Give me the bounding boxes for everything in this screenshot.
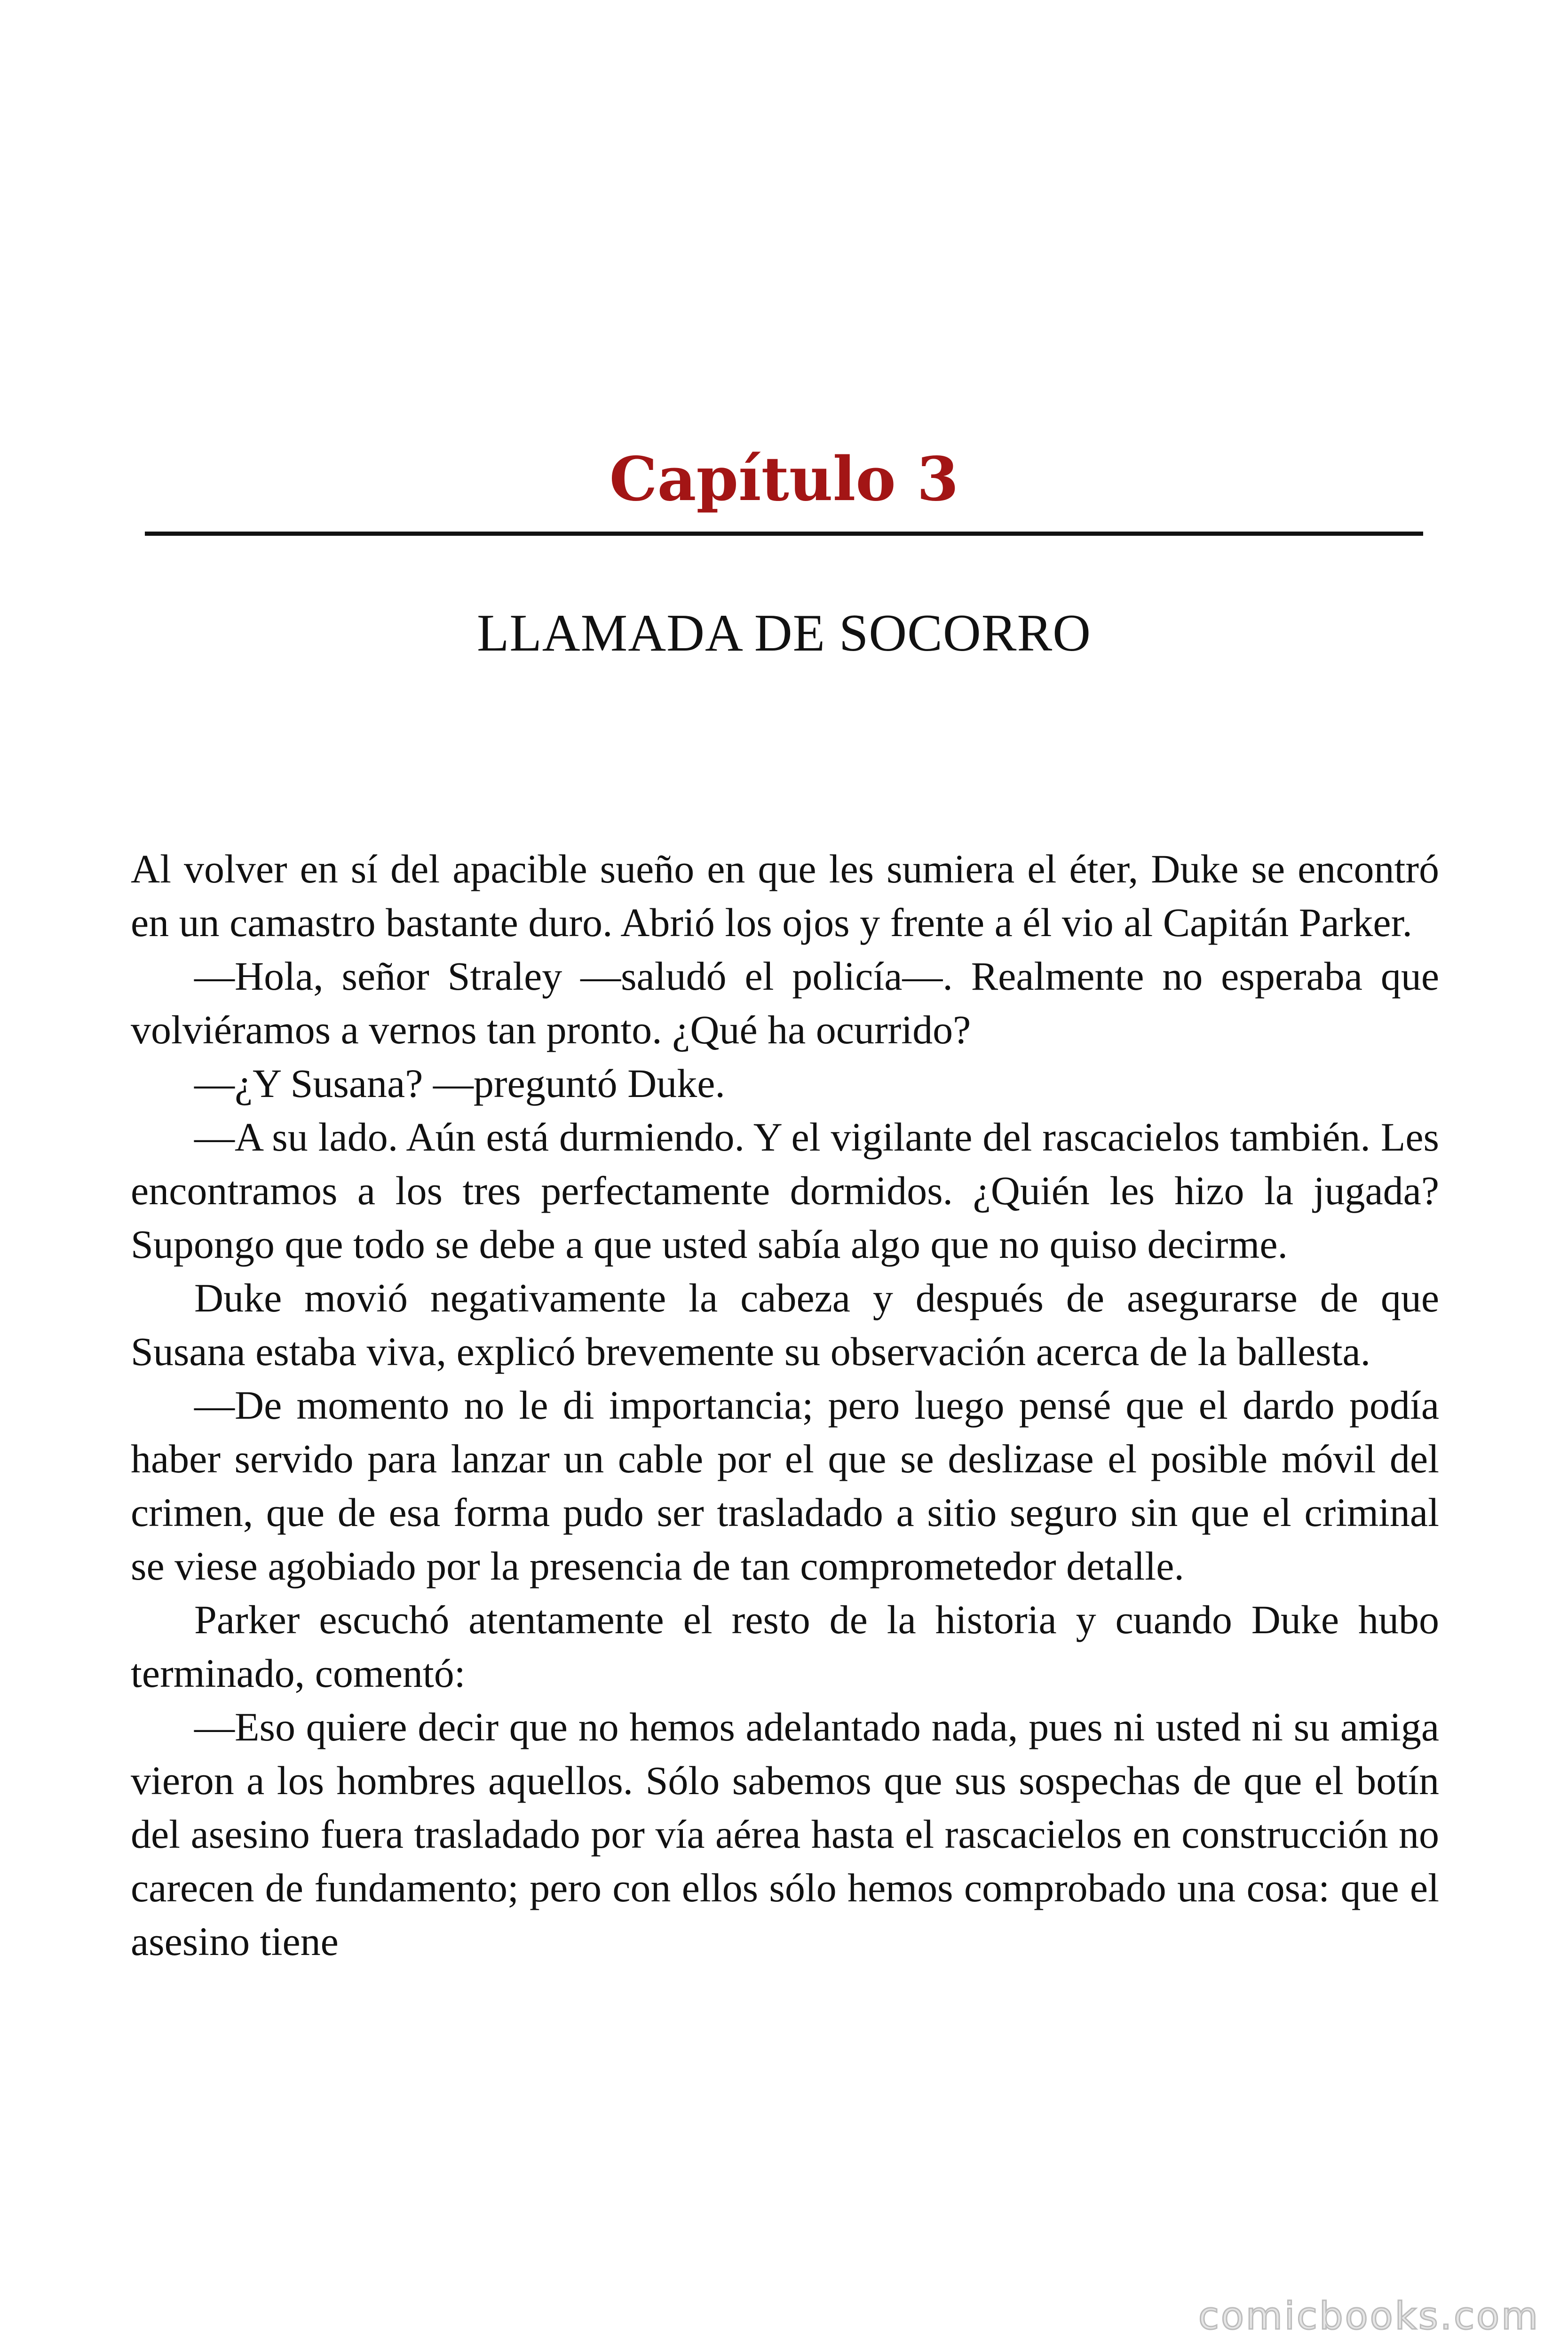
paragraph: —De momento no le di importancia; pero luego pensé que el dardo podía haber servido para lanzar un cable por el que se deslizase el posible móvil del crimen, que de esa forma pudo ser trasladado a sitio seguro sin que el criminal se viese agobiado por la presencia de tan comprometedor detalle. <box>131 1383 1439 1589</box>
paragraph: —A su lado. Aún está durmiendo. Y el vigilante del rascacielos también. Les encontramos a los tres perfectamente dormidos. ¿Quién les hizo la jugada? Supongo que todo se debe a que usted sabía algo que no quiso decirme. <box>131 1114 1439 1267</box>
paragraph: —Eso quiere decir que no hemos adelantado nada, pues ni usted ni su amiga vieron a los hombres aquellos. Sólo sabemos que sus sospechas de que el botín del asesino fuera trasladado por vía aérea hasta el rascacielos en construcción no carecen de fundamento; pero con ellos sólo hemos comprobado una cosa: que el asesino tiene <box>131 1704 1439 1964</box>
chapter-subtitle: LLAMADA DE SOCORRO <box>476 604 1092 662</box>
body-text <box>131 842 1439 1968</box>
paragraph: Duke movió negativamente la cabeza y después de asegurarse de que Susana estaba viva, explicó brevemente su observación acerca de la ballesta. <box>131 1275 1439 1374</box>
paragraph: —¿Y Susana? —preguntó Duke. <box>194 1061 725 1106</box>
watermark-logo: comicbooks.com <box>1198 2294 1540 2338</box>
paragraph: —Hola, señor Straley —saludó el policía—. Realmente no esperaba que volviéramos a vernos tan pronto. ¿Qué ha ocurrido? <box>131 954 1439 1052</box>
paragraph: Parker escuchó atentamente el resto de la historia y cuando Duke hubo terminado, comentó: <box>131 1597 1439 1696</box>
chapter-rule <box>145 532 1423 536</box>
chapter-title: Capítulo 3 <box>609 444 959 515</box>
paragraph: Al volver en sí del apacible sueño en que les sumiera el éter, Duke se encontró en un camastro bastante duro. Abrió los ojos y frente a él vio al Capitán Parker. <box>131 846 1439 945</box>
